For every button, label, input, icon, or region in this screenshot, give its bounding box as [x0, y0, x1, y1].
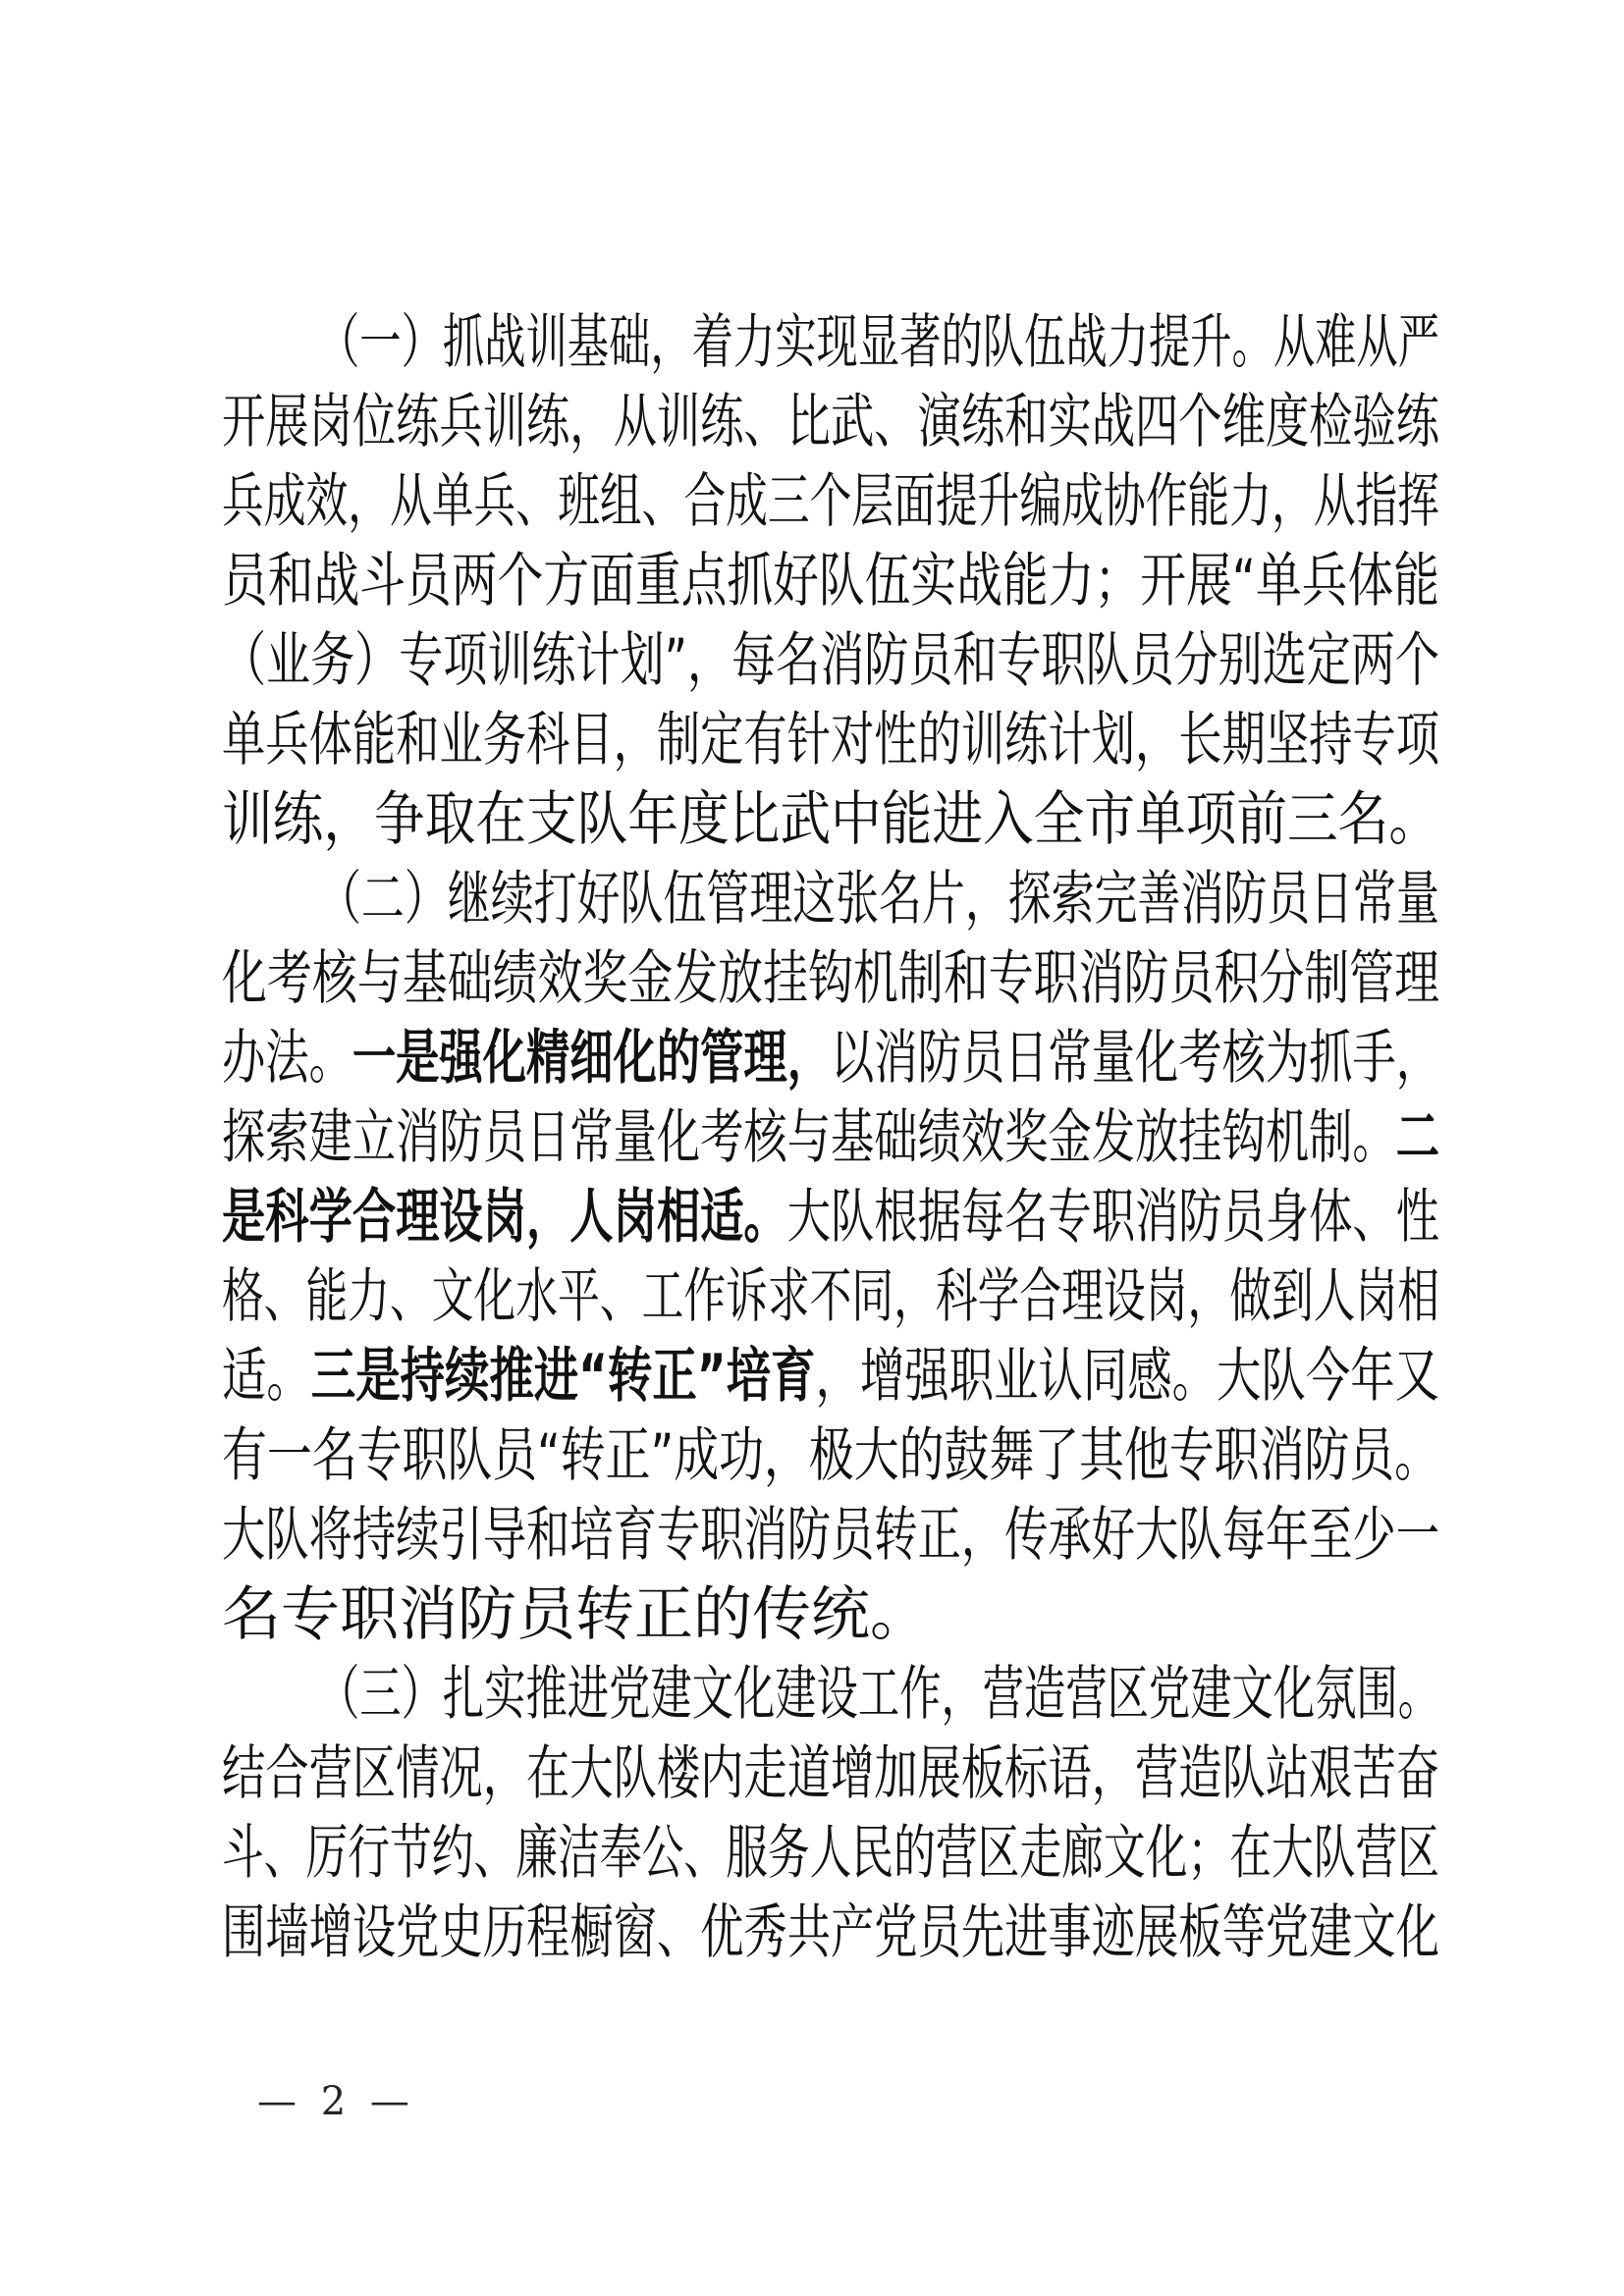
text-line-content	[222, 1739, 1439, 1808]
text-segment: 适。	[222, 1342, 311, 1411]
text-segment: 以消防员日常量化考核为抓手，	[831, 1024, 1439, 1093]
text-line-content	[222, 547, 1439, 615]
text-line	[222, 1183, 1439, 1266]
text-line	[222, 706, 1439, 789]
text-segment: 有一名专职队员“转正”成功，极大的鼓舞了其他专职消防员。	[222, 1421, 1439, 1490]
text-segment: 兵成效，从单兵、班组、合成三个层面提升编成协作能力，从指挥	[222, 467, 1439, 536]
bold-text-segment: 是科学合理设岗，人岗相适。	[222, 1183, 787, 1252]
text-line-content	[318, 1660, 1439, 1729]
text-line	[222, 1501, 1439, 1584]
paragraph	[222, 308, 1439, 869]
text-segment: ，增强职业认同感。大队今年又	[815, 1342, 1439, 1411]
text-line	[222, 865, 1439, 948]
text-segment: 办法。	[222, 1024, 352, 1093]
text-segment: 单兵体能和业务科目，制定有针对性的训练计划，长期坚持专项	[222, 706, 1439, 774]
text-segment: 格、能力、文化水平、工作诉求不同，科学合理设岗，做到人岗相	[222, 1262, 1439, 1331]
text-line	[222, 944, 1439, 1028]
text-segment: （三）扎实推进党建文化建设工作，营造营区党建文化氛围。	[318, 1660, 1439, 1729]
text-line	[222, 1898, 1439, 1982]
text-line	[222, 1819, 1439, 1902]
text-segment: 围墙增设党史历程橱窗、优秀共产党员先进事迹展板等党建文化	[222, 1898, 1439, 1967]
text-line-content	[222, 1898, 1439, 1967]
text-line-content	[222, 1580, 929, 1649]
text-line	[222, 1262, 1439, 1346]
paragraph	[222, 1660, 1439, 1982]
text-segment: （二）继续打好队伍管理这张名片，探索完善消防员日常量	[318, 865, 1439, 934]
page-number: — 2 —	[257, 2079, 415, 2124]
text-line	[222, 1660, 1439, 1743]
text-segment: 大队根据每名专职消防员身体、性	[786, 1183, 1439, 1252]
text-line	[222, 1421, 1439, 1505]
text-line	[222, 1739, 1439, 1823]
text-segment: 探索建立消防员日常量化考核与基础绩效奖金发放挂钩机制。	[222, 1103, 1396, 1172]
text-line-content	[222, 1421, 1439, 1490]
text-segment: 斗、厉行节约、廉洁奉公、服务人民的营区走廊文化；在大队营区	[222, 1819, 1439, 1888]
text-line-content	[222, 1262, 1439, 1331]
text-segment: 大队将持续引导和培育专职消防员转正，传承好大队每年至少一	[222, 1501, 1439, 1570]
text-line-content	[222, 626, 1439, 695]
document-body	[222, 308, 1439, 1982]
text-line-content	[222, 785, 1439, 854]
text-line-content	[222, 1501, 1439, 1570]
text-line	[222, 1103, 1439, 1187]
text-segment: 结合营区情况，在大队楼内走道增加展板标语，营造队站艰苦奋	[222, 1739, 1439, 1808]
text-line-content	[222, 1183, 1439, 1252]
text-line	[222, 547, 1439, 630]
text-segment: 名专职消防员转正的传统。	[222, 1580, 929, 1649]
text-line	[222, 308, 1439, 392]
text-line	[222, 1342, 1439, 1425]
paragraph	[222, 865, 1439, 1664]
text-line	[222, 1024, 1439, 1107]
text-segment: 开展岗位练兵训练，从训练、比武、演练和实战四个维度检验练	[222, 388, 1439, 456]
text-line	[222, 388, 1439, 471]
text-line-content	[318, 308, 1439, 377]
text-line-content	[222, 467, 1439, 536]
text-line-content	[222, 944, 1439, 1013]
bold-text-segment: 二	[1395, 1103, 1439, 1172]
text-line-content	[222, 388, 1439, 456]
text-line-content	[222, 1103, 1439, 1172]
text-line-content	[222, 1024, 1439, 1093]
text-line	[222, 467, 1439, 551]
text-line	[222, 626, 1439, 710]
text-segment: （一）抓战训基础，着力实现显著的队伍战力提升。从难从严	[318, 308, 1439, 377]
text-line	[222, 1580, 1439, 1664]
text-segment: 化考核与基础绩效奖金发放挂钩机制和专职消防员积分制管理	[222, 944, 1439, 1013]
text-line-content	[318, 865, 1439, 934]
text-segment: （业务）专项训练计划”，每名消防员和专职队员分别选定两个	[222, 626, 1439, 695]
text-line-content	[222, 1342, 1439, 1411]
bold-text-segment: 三是持续推进“转正”培育	[310, 1342, 816, 1411]
text-line-content	[222, 1819, 1439, 1888]
bold-text-segment: 一是强化精细化的管理，	[352, 1024, 831, 1093]
text-line	[222, 785, 1439, 869]
text-segment: 训练，争取在支队年度比武中能进入全市单项前三名。	[222, 785, 1439, 854]
text-segment: 员和战斗员两个方面重点抓好队伍实战能力；开展“单兵体能	[222, 547, 1439, 615]
text-line-content	[222, 706, 1439, 774]
